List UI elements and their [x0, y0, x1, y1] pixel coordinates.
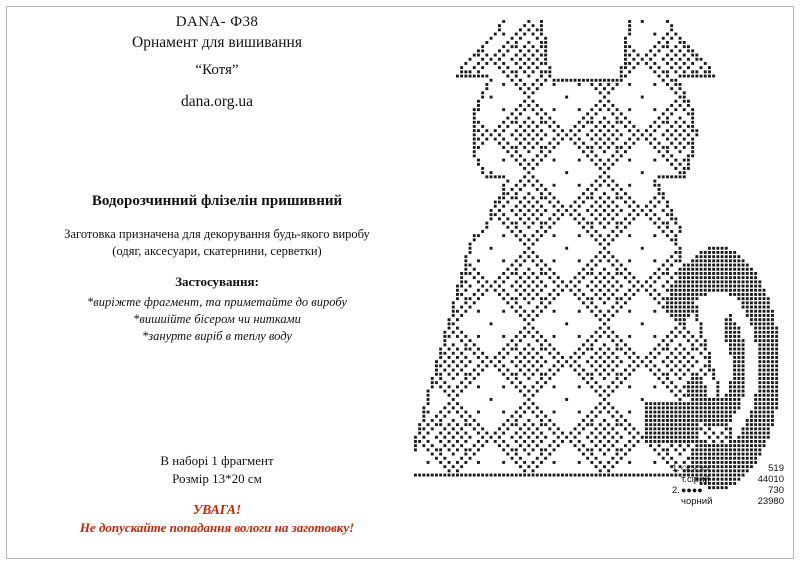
legend-code-top: 519 — [768, 463, 784, 474]
legend-code-bottom: 23980 — [757, 496, 784, 507]
set-info — [22, 452, 412, 488]
material-block — [22, 193, 412, 345]
legend-symbol-dark: ●●●● — [681, 485, 703, 495]
set-and-warning-block — [22, 452, 412, 536]
design-name: “Котя” — [195, 62, 239, 78]
legend-symbol-light: ◇◇◇◇ — [681, 463, 709, 473]
brand-code: DANA- Ф38 — [175, 14, 259, 30]
legend-row — [672, 474, 784, 485]
legend-row — [672, 485, 784, 496]
usage-step: *занурте вирiб в теплу воду — [142, 329, 292, 343]
usage-step: *вишиiйте бiсером чи нитками — [133, 312, 301, 326]
legend-number: 1. — [672, 463, 680, 474]
legend-code-bottom: 44010 — [757, 474, 784, 485]
legend-color-name: т.сірий — [681, 474, 710, 485]
usage-steps — [22, 294, 412, 345]
header-block — [22, 14, 412, 111]
warning-text: Не допускайте попадання вологи на заготовку! — [79, 520, 355, 535]
legend-color-name: чорний — [681, 496, 713, 507]
thread-legend — [672, 463, 784, 507]
legend-number: 2. — [672, 485, 680, 496]
material-title: Водорозчинний флізелін пришивний — [91, 193, 343, 209]
purpose-line-1: Заготовка призначена для декорування будь-якого виробу — [64, 227, 370, 241]
usage-title: Застосування: — [175, 274, 259, 289]
legend-row — [672, 463, 784, 474]
size-info: Розмір 13*20 см — [172, 471, 262, 486]
fragment-count: В наборі 1 фрагмент — [160, 453, 274, 468]
purpose-line-2: (одяг, аксесуари, скатернини, серветки) — [112, 244, 322, 258]
usage-step: *вирiжте фрагмент, та приметайте до виробу — [87, 295, 347, 309]
legend-code-top: 730 — [768, 485, 784, 496]
website-link[interactable]: dana.org.ua — [180, 93, 254, 110]
purpose-text — [22, 226, 412, 260]
warning-title: УВАГА! — [192, 502, 242, 517]
legend-row — [672, 496, 784, 507]
product-subtitle: Орнамент для вишивання — [132, 34, 302, 51]
